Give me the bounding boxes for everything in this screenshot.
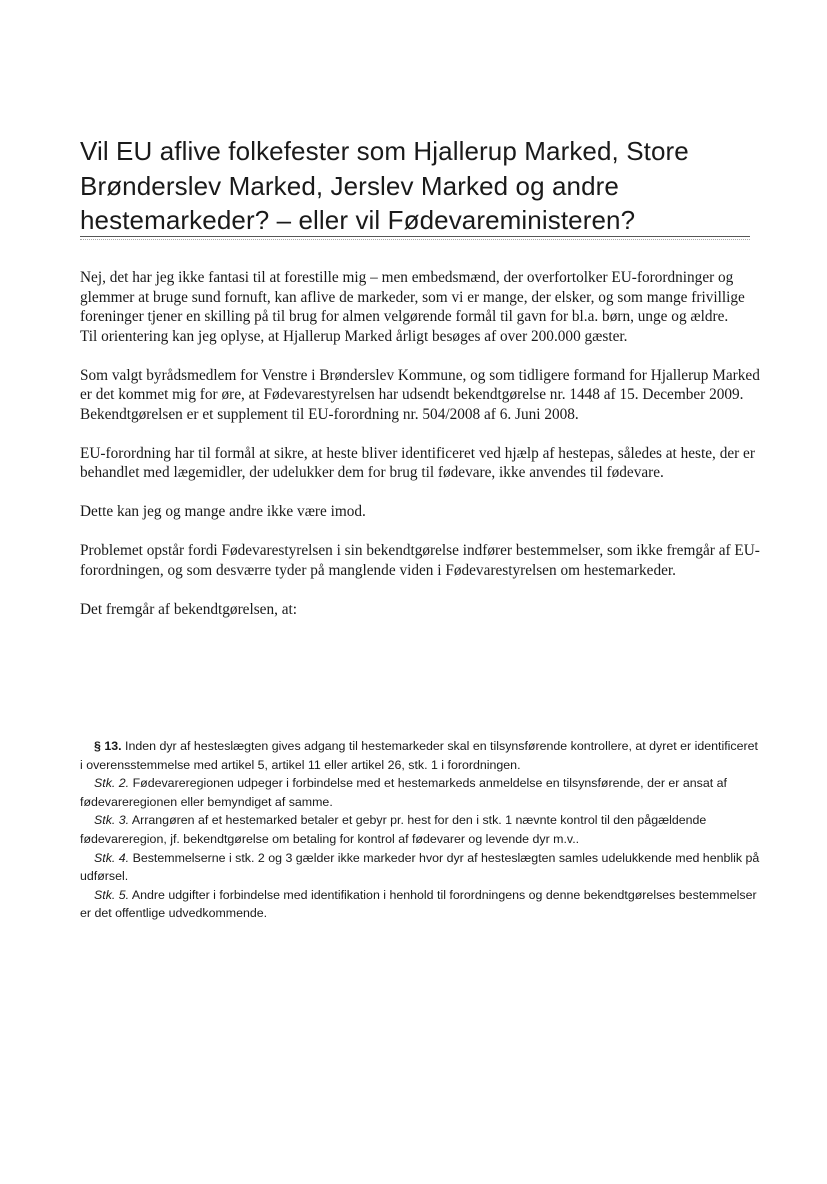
paragraph-visitors: Til orientering kan jeg oplyse, at Hjallerup Marked årligt besøges af over 200.000 gæster.: [80, 327, 628, 345]
stk-5-text: Andre udgifter i forbindelse med identifikation i henhold til forordningens og denne bekendtgørelses bestemmelser er det offentlige udvedkommende.: [80, 887, 757, 921]
paragraph-agreement: Dette kan jeg og mange andre ikke være imod.: [80, 503, 366, 520]
paragraph-background: Som valgt byrådsmedlem for Venstre i Brønderslev Kommune, og som tidligere formand for Hjallerup Marked er det kommet mig for øre, at Fødevarestyrelsen har udsendt bekendtgørelse nr. 1448 af 15. December 2009. Bekendtgørelsen er et supplement til EU-forordning nr. 504/2008 af 6. Juni 2008.: [80, 366, 760, 423]
section-13: [80, 737, 760, 774]
section-13-label: § 13.: [94, 739, 122, 753]
paragraph-purpose: EU-forordning har til formål at sikre, at heste bliver identificeret ved hjælp af hestepas, således at heste, der er behandlet med lægemidler, der udelukker dem for brug til fødevare, ikke anvendes til fødevare.: [80, 444, 755, 481]
quoted-regulation: [80, 737, 760, 923]
article-body: [80, 268, 760, 639]
stk-2: [80, 774, 760, 811]
stk-4-text: Bestemmelserne i stk. 2 og 3 gælder ikke markeder hvor dyr af hesteslægten samles udelukkende med henblik på udførsel.: [80, 850, 760, 884]
title-line-3: hestemarkeder? – eller vil Fødevareministeren?: [80, 205, 636, 235]
stk-5: [80, 886, 760, 923]
title-underline: [80, 236, 750, 237]
title-line-1: Vil EU aflive folkefester som Hjallerup Marked, Store: [80, 136, 689, 166]
stk-3-text: Arrangøren af et hestemarked betaler et gebyr pr. hest for den i stk. 1 nævnte kontrol til den pågældende fødevareregion, jf. bekendtgørelse om betaling for kontrol af fødevarer og levende dyr m.v..: [80, 813, 707, 846]
section-13-text: Inden dyr af hesteslægten gives adgang til hestemarkeder skal en tilsynsførende kontrollere, at dyret er identificeret i overensstemmelse med artikel 5, artikel 11 eller artikel 26, stk. 1 i forordningen.: [80, 739, 758, 772]
stk-4: [80, 849, 760, 886]
stk-4-label: Stk. 4.: [94, 850, 130, 865]
stk-3: [80, 811, 760, 848]
title-line-2: Brønderslev Marked, Jerslev Marked og andre: [80, 170, 619, 201]
stk-2-text: Fødevareregionen udpeger i forbindelse med et hestemarkeds anmeldelse en tilsynsførende, der er ansat af fødevareregionen eller bemyndiget af samme.: [80, 776, 727, 809]
paragraph-problem: Problemet opstår fordi Fødevarestyrelsen i sin bekendtgørelse indfører bestemmelser, som ikke fremgår af EU-forordningen, og som desværre tyder på manglende viden i Fødevarestyrelsen om hestemarkeder.: [80, 542, 760, 579]
article-title: [80, 134, 760, 238]
title-underline-dotted: [80, 239, 750, 240]
paragraph-intro: Nej, det har jeg ikke fantasi til at forestille mig – men embedsmænd, der overfortolker EU-forordninger og glemmer at bruge sund fornuft, kan aflive de markeder, som vi er mange, der elsker, og som mange frivillige foreninger tjener en skilling på til brug for almen velgørende formål til gavn for bl.a. børn, unge og ældre.: [80, 269, 745, 325]
stk-2-label: Stk. 2.: [94, 776, 130, 791]
paragraph-quote-intro: Det fremgår af bekendtgørelsen, at:: [80, 600, 298, 618]
stk-3-label: Stk. 3.: [94, 813, 130, 828]
stk-5-label: Stk. 5.: [94, 887, 130, 902]
